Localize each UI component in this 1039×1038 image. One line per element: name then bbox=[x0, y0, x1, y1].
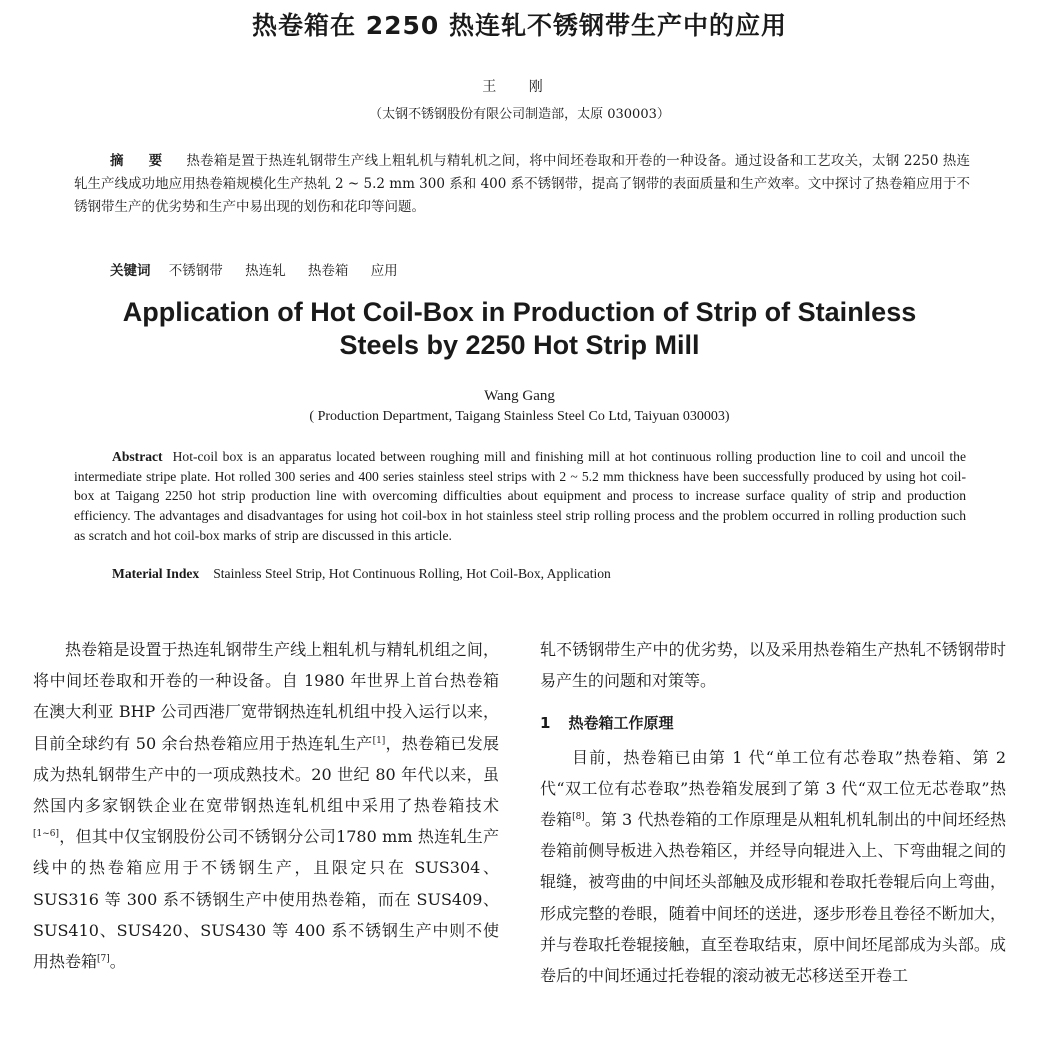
keywords-cn bbox=[110, 259, 416, 279]
keyword-cn: 应用 bbox=[370, 263, 398, 279]
body-text: 。 bbox=[109, 952, 126, 972]
title-cn: 热卷箱在 2250 热连轧不锈钢带生产中的应用 bbox=[252, 11, 787, 40]
abstract-cn-label: 摘 要 bbox=[110, 153, 173, 169]
keywords-cn-label: 关键词 bbox=[110, 263, 151, 279]
material-index bbox=[112, 566, 611, 582]
abstract-cn bbox=[74, 150, 970, 219]
author-cn: 王 刚 bbox=[482, 79, 557, 95]
body-text: 热卷箱是设置于热连轧钢带生产线上粗轧机与精轧机组之间，将中间坯卷取和开卷的一种设备。自 1980 年世界上首台热卷箱在澳大利亚 BHP 公司西港厂宽带钢热连轧机组中投入运行以来，目前全球约有 50 余台热卷箱应用于热连轧生产 bbox=[33, 640, 499, 753]
title-en-line2: Steels by 2250 Hot Strip Mill bbox=[339, 330, 700, 360]
body-column-right bbox=[540, 634, 1006, 991]
title-en bbox=[0, 296, 1039, 362]
body-text: ，热卷箱已发展成为热轧钢带生产中的一项成熟技术。20 世纪 80 年代以来，虽然国内多家钢铁企业在宽带钢热连轧机组中采用了热卷箱技术 bbox=[33, 733, 499, 816]
abstract-cn-text: 热卷箱是置于热连轧钢带生产线上粗轧机与精轧机之间，将中间坯卷取和开卷的一种设备。通过设备和工艺攻关，太钢 2250 热连轧生产线成功地应用热卷箱规模化生产热轧 2 ~ 5.2 mm 300 系和 400 系不锈钢带，提高了钢带的表面质量和生产效率。文中探讨了热卷箱应用于不锈钢带生产的优劣势和生产中易出现的划伤和花印等问题。 bbox=[74, 153, 971, 215]
title-en-line1: Application of Hot Coil-Box in Production of Strip of Stainless bbox=[122, 297, 917, 327]
affiliation-en: ( Production Department, Taigang Stainless Steel Co Ltd, Taiyuan 030003) bbox=[309, 409, 730, 424]
citation: [1~6] bbox=[33, 829, 60, 840]
material-index-label: Material Index bbox=[112, 566, 200, 581]
citation: [7] bbox=[97, 954, 110, 965]
affiliation-cn: （太钢不锈钢股份有限公司制造部，太原 030003） bbox=[369, 107, 670, 122]
body-paragraph: 轧不锈钢带生产中的优劣势，以及采用热卷箱生产热轧不锈钢带时易产生的问题和对策等。 bbox=[540, 640, 1006, 691]
abstract-en bbox=[74, 447, 966, 546]
keyword-cn: 热连轧 bbox=[245, 263, 286, 279]
body-column-left bbox=[33, 634, 499, 977]
material-index-terms: Stainless Steel Strip, Hot Continuous Rolling, Hot Coil-Box, Application bbox=[213, 566, 611, 581]
section-title: 热卷箱工作原理 bbox=[568, 714, 674, 733]
body-text: 目前，热卷箱已由第 1 代“单工位有芯卷取”热卷箱、第 2 代“双工位有芯卷取”热卷箱发展到了第 3 代“双工位无芯卷取”热卷箱 bbox=[540, 747, 1006, 830]
citation: [1] bbox=[372, 735, 386, 746]
section-heading bbox=[540, 708, 1006, 739]
keyword-cn: 不锈钢带 bbox=[168, 263, 223, 279]
body-text: 。第 3 代热卷箱的工作原理是从粗轧机轧制出的中间坯经热卷箱前侧导板进入热卷箱区，并经导向辊进入上、下弯曲辊之间的辊缝，被弯曲的中间坯头部触及成形辊和卷取托卷辊后向上弯曲，形成完整的卷眼，随着中间坯的送进，逐步形卷且卷径不断加大，并与卷取托卷辊接触，直至卷取结束，原中间坯尾部成为头部。成卷后的中间坯通过托卷辊的滚动被无芯移送至开卷工 bbox=[540, 810, 1006, 986]
body-text: ，但其中仅宝钢股份公司不锈钢分公司1780 mm 热连轧生产线中的热卷箱应用于不锈钢生产，且限定只在 SUS304、SUS316 等 300 系不锈钢生产中使用热卷箱，而在 SUS409、SUS410、SUS420、SUS430 等 400 系不锈钢生产中则不使用热卷箱 bbox=[33, 827, 499, 972]
body-paragraph bbox=[540, 742, 1006, 992]
keyword-cn: 热卷箱 bbox=[307, 263, 349, 279]
section-number: 1 bbox=[540, 714, 551, 733]
body-paragraph bbox=[33, 634, 499, 977]
abstract-en-text: Hot-coil box is an apparatus located between roughing mill and finishing mill at hot continuous rolling production line to coil and uncoil the intermediate stripe plate. Hot rolled 300 series and 400 series stainless steel strips with 2 ~ 5.2 mm thickness have been successfully produced by using hot coil-box at Taigang 2250 hot strip production line with overcoming difficulties about equipment and process to increase surface quality of strip and production efficiency. The advantages and disadvantages for using hot coil-box in hot stainless steel strip rolling process and the problem occurred in rolling production such as scratch and hot coil-box marks of strip are discussed in this article. bbox=[74, 449, 966, 543]
author-en: Wang Gang bbox=[484, 388, 555, 404]
citation: [8] bbox=[572, 812, 585, 823]
abstract-en-label: Abstract bbox=[112, 449, 163, 464]
